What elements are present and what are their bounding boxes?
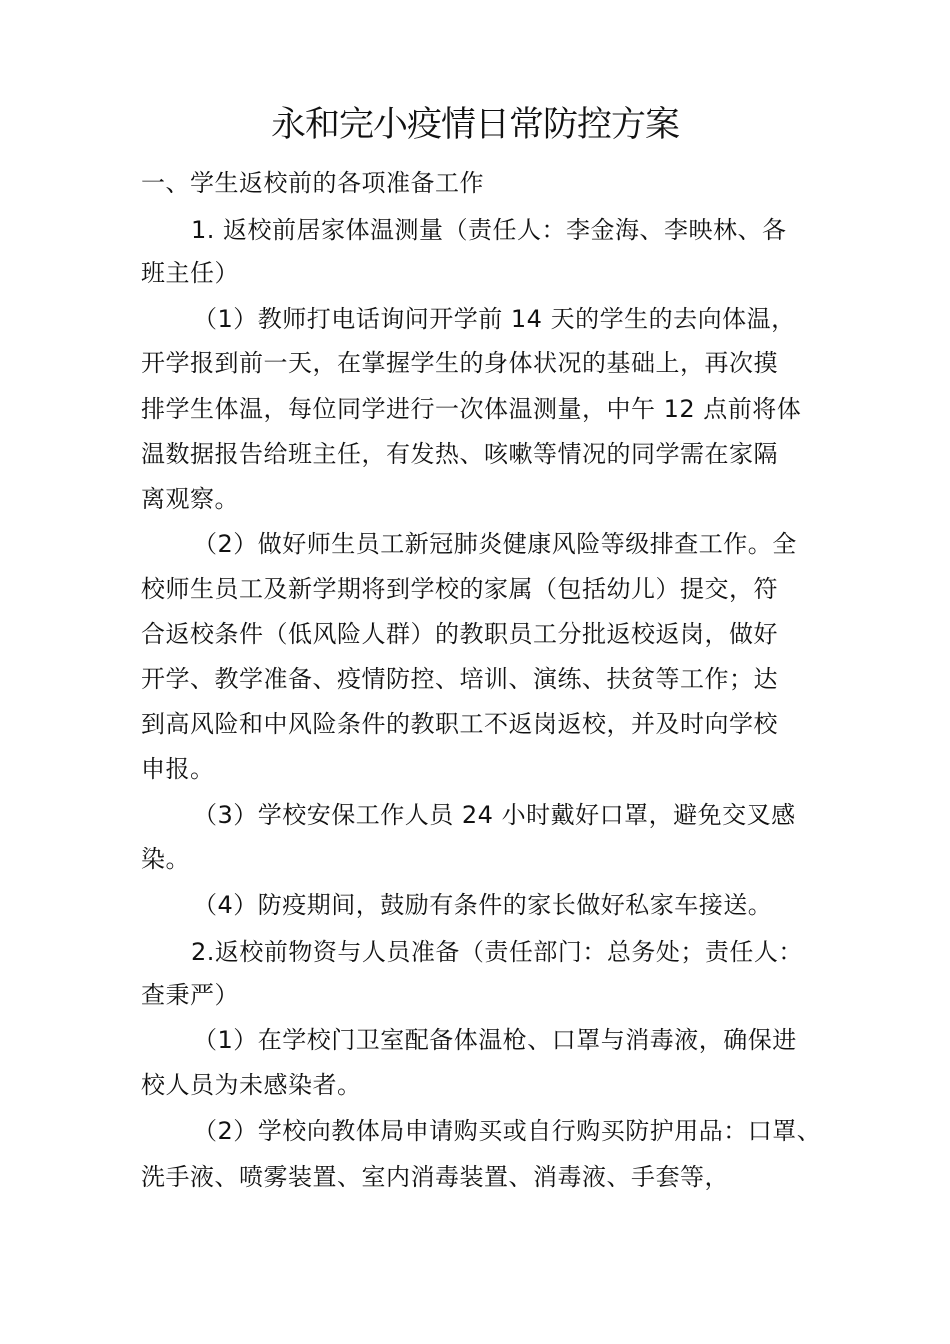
item-2-line-1: 2.返校前物资与人员准备（责任部门：总务处；责任人： <box>191 938 803 966</box>
item-1-4-line-1: （4）防疫期间，鼓励有条件的家长做好私家车接送。 <box>193 891 773 919</box>
item-1-line-2: 班主任） <box>141 259 239 287</box>
item-1-2-line-1: （2）做好师生员工新冠肺炎健康风险等级排查工作。全 <box>193 530 797 558</box>
section-heading: 一、学生返校前的各项准备工作 <box>141 169 484 197</box>
item-2-1-line-2: 校人员为未感染者。 <box>141 1071 362 1099</box>
item-2-1-line-1: （1）在学校门卫室配备体温枪、口罩与消毒液，确保进 <box>193 1026 797 1054</box>
item-1-1-line-1: （1）教师打电话询问开学前 14 天的学生的去向体温， <box>193 305 796 333</box>
item-1-3-line-1: （3）学校安保工作人员 24 小时戴好口罩，避免交叉感 <box>193 801 796 829</box>
item-2-line-2: 查秉严） <box>141 981 239 1009</box>
item-1-2-line-2: 校师生员工及新学期将到学校的家属（包括幼儿）提交，符 <box>141 575 778 603</box>
item-1-1-line-5: 离观察。 <box>141 485 239 513</box>
item-2-2-line-1: （2）学校向教体局申请购买或自行购买防护用品：口罩、 <box>193 1117 822 1145</box>
item-2-2-line-2: 洗手液、喷雾装置、室内消毒装置、消毒液、手套等， <box>141 1163 729 1191</box>
item-1-2-line-6: 申报。 <box>141 755 215 783</box>
item-1-2-line-4: 开学、教学准备、疫情防控、培训、演练、扶贫等工作；达 <box>141 665 778 693</box>
item-1-1-line-4: 温数据报告给班主任，有发热、咳嗽等情况的同学需在家隔 <box>141 440 778 468</box>
document-title: 永和完小疫情日常防控方案 <box>270 105 679 145</box>
item-1-2-line-5: 到高风险和中风险条件的教职工不返岗返校，并及时向学校 <box>141 710 778 738</box>
item-1-1-line-3: 排学生体温，每位同学进行一次体温测量，中午 12 点前将体 <box>141 395 802 423</box>
item-1-line-1: 1. 返校前居家体温测量（责任人：李金海、李映林、各 <box>191 216 787 244</box>
item-1-2-line-3: 合返校条件（低风险人群）的教职员工分批返校返岗，做好 <box>141 620 778 648</box>
item-1-1-line-2: 开学报到前一天，在掌握学生的身体状况的基础上，再次摸 <box>141 349 778 377</box>
item-1-3-line-2: 染。 <box>141 845 190 873</box>
